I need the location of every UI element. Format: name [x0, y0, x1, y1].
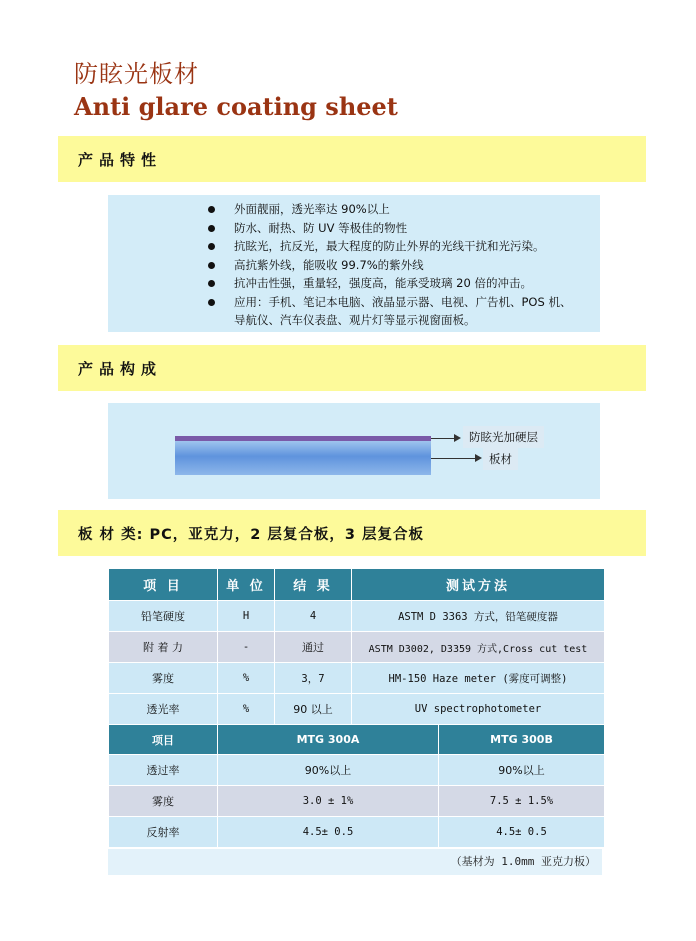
table-cell: 铅笔硬度 [109, 601, 218, 632]
table-cell: ASTM D3002, D3359 方式,Cross cut test [352, 632, 605, 663]
section-features-heading [58, 136, 646, 182]
table-cell: 雾度 [109, 663, 218, 694]
table-cell: 7.5 ± 1.5% [439, 786, 605, 817]
table-cell: 4.5± 0.5 [439, 817, 605, 848]
table-cell: 90%以上 [439, 755, 605, 786]
table-cell: 90%以上 [218, 755, 439, 786]
model-spec-table [108, 724, 605, 848]
table-cell: UV spectrophotometer [352, 694, 605, 725]
table-cell: % [218, 663, 275, 694]
feature-item: 外面靓丽，透光率达 90%以上 [208, 200, 598, 219]
feature-item: 应用：手机、笔记本电脑、液晶显示器、电视、广告机、POS 机、 [208, 293, 598, 312]
column-header: 项目 [109, 725, 218, 755]
table-cell: 90 以上 [275, 694, 352, 725]
arrow-line [431, 458, 476, 459]
section-features-title: 产品特性 [78, 150, 163, 169]
feature-item: 抗眩光，抗反光，最大程度的防止外界的光线干扰和光污染。 [208, 237, 598, 256]
structure-panel [108, 403, 600, 499]
page-title-en: Anti glare coating sheet [74, 92, 398, 121]
features-panel [108, 195, 600, 332]
arrow-right-icon [454, 434, 461, 442]
section-structure-heading [58, 345, 646, 391]
table-row [109, 632, 605, 663]
page-title-cn: 防眩光板材 [74, 60, 199, 88]
table-cell: 3，7 [275, 663, 352, 694]
table-row [109, 817, 605, 848]
bullet-icon [208, 225, 215, 232]
table-cell: 透过率 [109, 755, 218, 786]
table-cell: % [218, 694, 275, 725]
bullet-icon [208, 299, 215, 306]
bullet-icon [208, 243, 215, 250]
column-header: 结 果 [275, 569, 352, 601]
table-cell: 附 着 力 [109, 632, 218, 663]
feature-item: 高抗紫外线，能吸收 99.7%的紫外线 [208, 256, 598, 275]
table-cell: - [218, 632, 275, 663]
column-header: 测试方法 [352, 569, 605, 601]
table-row [109, 663, 605, 694]
table-cell: 3.0 ± 1% [218, 786, 439, 817]
feature-item: 防水、耐热、防 UV 等极佳的物性 [208, 219, 598, 238]
column-header: 单 位 [218, 569, 275, 601]
table-row [109, 601, 605, 632]
bullet-icon [208, 280, 215, 287]
bullet-icon [208, 262, 215, 269]
bullet-icon [208, 206, 215, 213]
table-cell: 4.5± 0.5 [218, 817, 439, 848]
table-row [109, 694, 605, 725]
arrow-line [431, 438, 456, 439]
column-header: MTG 300B [439, 725, 605, 755]
table-row [109, 786, 605, 817]
column-header: MTG 300A [218, 725, 439, 755]
table-row [109, 755, 605, 786]
arrow-right-icon [475, 454, 482, 462]
section-materials-heading [58, 510, 646, 556]
table-cell: 反射率 [109, 817, 218, 848]
features-list [208, 200, 598, 330]
table-header-row [109, 569, 605, 601]
test-spec-table [108, 568, 605, 725]
hardcoat-label: 防眩光加硬层 [463, 426, 544, 448]
table-cell: 雾度 [109, 786, 218, 817]
section-materials-title: 板 材 类: PC，亚克力，2 层复合板，3 层复合板 [78, 526, 424, 543]
substrate-layer [175, 441, 431, 475]
substrate-note: （基材为 1.0mm 亚克力板） [108, 849, 602, 875]
table-cell: HM-150 Haze meter (雾度可调整) [352, 663, 605, 694]
feature-item-continued: 导航仪、汽车仪表盘、观片灯等显示视窗面板。 [234, 313, 476, 327]
table-cell: 通过 [275, 632, 352, 663]
table-cell: 透光率 [109, 694, 218, 725]
section-structure-title: 产品构成 [78, 359, 163, 378]
table-cell: H [218, 601, 275, 632]
table-cell: ASTM D 3363 方式，铅笔硬度器 [352, 601, 605, 632]
table-cell: 4 [275, 601, 352, 632]
feature-item: 抗冲击性强，重量轻，强度高，能承受玻璃 20 倍的冲击。 [208, 274, 598, 293]
table-header-row [109, 725, 605, 755]
column-header: 项 目 [109, 569, 218, 601]
substrate-label: 板材 [483, 448, 518, 470]
